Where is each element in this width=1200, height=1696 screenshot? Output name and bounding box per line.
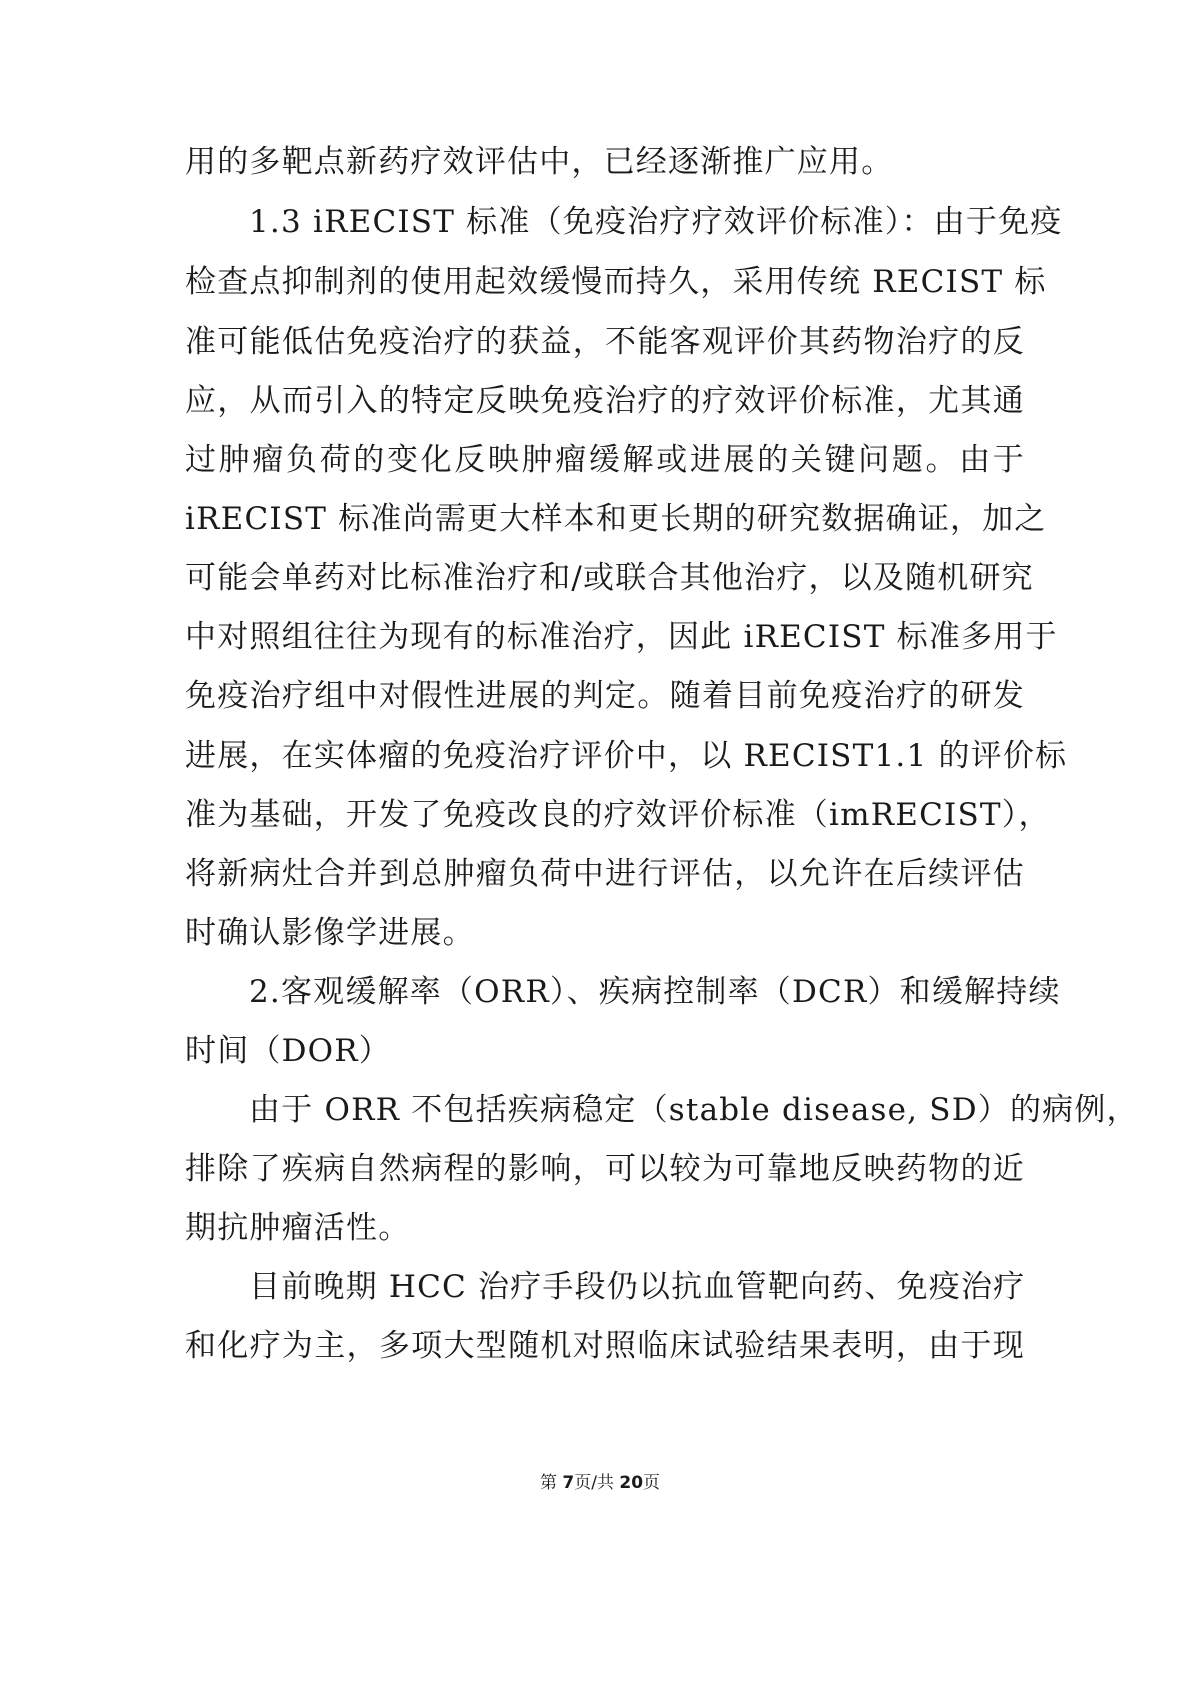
text-line: 期抗肿瘤活性。 (185, 1210, 411, 1246)
section-heading-2-cont: 时间（DOR） (185, 1033, 392, 1069)
footer-prefix: 第 (539, 1473, 563, 1493)
text-line: 检查点抑制剂的使用起效缓慢而持久，采用传统 RECIST 标 (185, 264, 1047, 300)
text-line: 排除了疾病自然病程的影响，可以较为可靠地反映药物的近 (185, 1151, 1025, 1187)
text-line: 和化疗为主，多项大型随机对照临床试验结果表明，由于现 (185, 1328, 1025, 1364)
text-line: 免疫治疗组中对假性进展的判定。随着目前免疫治疗的研发 (185, 678, 1025, 714)
section-heading-1-3: 1.3 iRECIST 标准（免疫治疗疗效评价标准）：由于免疫 (249, 204, 1063, 240)
text-line: 准可能低估免疫治疗的获益，不能客观评价其药物治疗的反 (185, 324, 1025, 360)
text-line: 准为基础，开发了免疫改良的疗效评价标准（imRECIST）， (185, 797, 1051, 833)
text-line: 进展，在实体瘤的免疫治疗评价中，以 RECIST1.1 的评价标 (185, 738, 1068, 774)
text-line: 应，从而引入的特定反映免疫治疗的疗效评价标准，尤其通 (185, 383, 1025, 419)
text-line: 由于 ORR 不包括疾病稳定（stable disease, SD）的病例， (249, 1092, 1139, 1128)
text-line: 中对照组往往为现有的标准治疗，因此 iRECIST 标准多用于 (185, 619, 1058, 655)
total-pages-number: 20 (619, 1473, 644, 1493)
current-page-number: 7 (562, 1473, 575, 1493)
footer-suffix: 页 (643, 1473, 661, 1493)
page-footer (0, 1472, 1200, 1494)
section-heading-2: 2.客观缓解率（ORR）、疾病控制率（DCR）和缓解持续 (249, 974, 1061, 1010)
text-line: 过肿瘤负荷的变化反映肿瘤缓解或进展的关键问题。由于 (185, 442, 1025, 478)
text-line: 目前晚期 HCC 治疗手段仍以抗血管靶向药、免疫治疗 (249, 1269, 1026, 1305)
text-line: 可能会单药对比标准治疗和/或联合其他治疗，以及随机研究 (185, 560, 1034, 596)
text-line: 将新病灶合并到总肿瘤负荷中进行评估，以允许在后续评估 (185, 856, 1025, 892)
text-line: iRECIST 标准尚需更大样本和更长期的研究数据确证，加之 (185, 501, 1047, 537)
footer-middle: 页/共 (574, 1473, 620, 1493)
text-line: 时确认影像学进展。 (185, 915, 475, 951)
text-line: 用的多靶点新药疗效评估中，已经逐渐推广应用。 (185, 144, 894, 180)
